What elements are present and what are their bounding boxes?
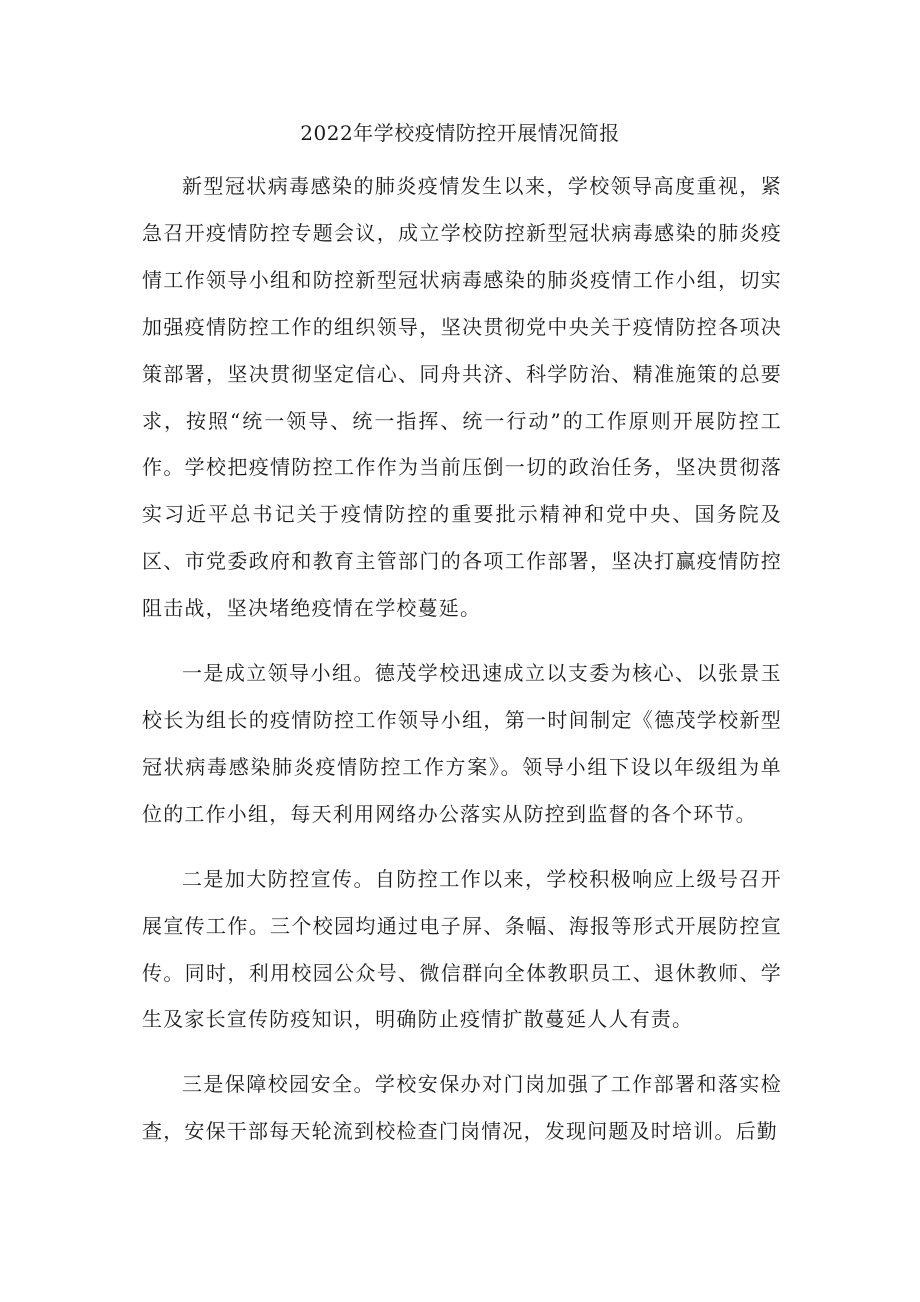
paragraph-leadership-group: 一是成立领导小组。德茂学校迅速成立以支委为核心、以张景玉校长为组长的疫情防控工作领导小组，第一时间制定《德茂学校新型冠状病毒感染肺炎疫情防控工作方案》。领导小组下设以年级组为单位的工作小组，每天利用网络办公落实从防控到监督的各个环节。 bbox=[142, 661, 782, 826]
document-title: 2022年学校疫情防控开展情况简报 bbox=[300, 121, 620, 145]
paragraph-publicity: 二是加大防控宣传。自防控工作以来，学校积极响应上级号召开展宣传工作。三个校园均通过电子屏、条幅、海报等形式开展防控宣传。同时，利用校园公众号、微信群向全体教职员工、退休教师、学生及家长宣传防疫知识，明确防止疫情扩散蔓延人人有责。 bbox=[142, 866, 782, 1032]
paragraph-campus-safety: 三是保障校园安全。学校安保办对门岗加强了工作部署和落实检查，安保干部每天轮流到校检查门岗情况，发现问题及时培训。后勤 bbox=[142, 1072, 782, 1144]
document-body bbox=[142, 163, 782, 1155]
paragraph-intro: 新型冠状病毒感染的肺炎疫情发生以来，学校领导高度重视，紧急召开疫情防控专题会议，成立学校防控新型冠状病毒感染的肺炎疫情工作领导小组和防控新型冠状病毒感染的肺炎疫情工作小组，切实加强疫情防控工作的组织领导，坚决贯彻党中央关于疫情防控各项决策部署，坚决贯彻坚定信心、同舟共济、科学防治、精准施策的总要求，按照“统一领导、统一指挥、统一行动”的工作原则开展防控工作。学校把疫情防控工作作为当前压倒一切的政治任务，坚决贯彻落实习近平总书记关于疫情防控的重要批示精神和党中央、国务院及区、市党委政府和教育主管部门的各项工作部署，坚决打赢疫情防控阻击战，坚决堵绝疫情在学校蔓延。 bbox=[142, 174, 782, 621]
